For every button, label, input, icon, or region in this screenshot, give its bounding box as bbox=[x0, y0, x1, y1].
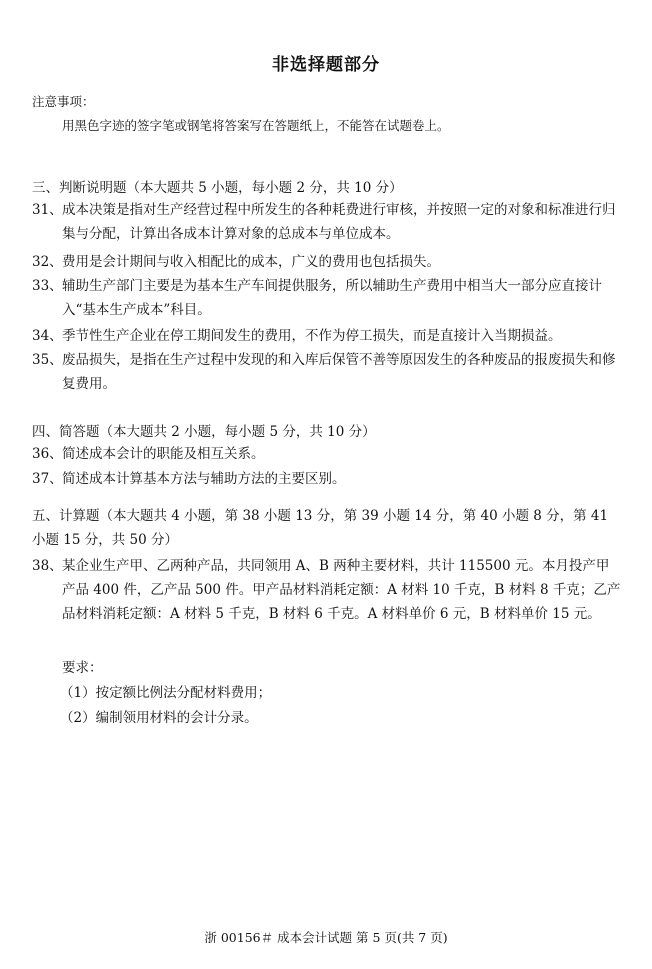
question-text: 季节性生产企业在停工期间发生的费用，不作为停工损失，而是直接计入当期损益。 bbox=[62, 328, 562, 344]
question-text: 费用是会计期间与收入相配比的成本，广义的费用也包括损失。 bbox=[62, 254, 440, 270]
question-number: 33、 bbox=[32, 278, 63, 294]
question-text: 简述成本会计的职能及相互关系。 bbox=[62, 446, 265, 462]
question-number: 34、 bbox=[32, 328, 63, 344]
question-text: 某企业生产甲、乙两种产品，共同领用 A、B 两种主要材料，共计 115500 元。本月投产甲产品 400 件，乙产品 500 件。甲产品材料消耗定额：A 材料 10 千克，B 材料 8 千克；乙产品材料消耗定额：A 材料 5 千克，B 材料 6 千克。A 材料单价 6 元，B 材料单价 15 元。 bbox=[62, 558, 621, 622]
question-text: 废品损失，是指在生产过程中发现的和入库后保管不善等原因发生的各种废品的报废损失和修复费用。 bbox=[62, 352, 616, 392]
section-5-header-text: 五、计算题（本大题共 4 小题，第 38 小题 13 分，第 39 小题 14 分，第 40 小题 8 分，第 41 小题 15 分，共 50 分） bbox=[32, 508, 609, 548]
question-number: 31、 bbox=[32, 202, 63, 218]
question-number: 38、 bbox=[32, 558, 63, 574]
section-3-header: 三、判断说明题（本大题共 5 小题，每小题 2 分，共 10 分） bbox=[32, 180, 403, 196]
requirement-1: （1）按定额比例法分配材料费用； bbox=[60, 685, 272, 701]
question-text: 辅助生产部门主要是为基本生产车间提供服务，所以辅助生产费用中相当大一部分应直接计入“基本生产成本”科目。 bbox=[62, 278, 602, 318]
question-text: 成本决策是指对生产经营过程中所发生的各种耗费进行审核，并按照一定的对象和标准进行归集与分配，计算出各成本计算对象的总成本与单位成本。 bbox=[62, 202, 616, 242]
question-number: 37、 bbox=[32, 471, 63, 487]
section-5-header bbox=[32, 504, 622, 552]
section-4-header: 四、简答题（本大题共 2 小题，每小题 5 分，共 10 分） bbox=[32, 424, 376, 440]
notice-heading: 注意事项： bbox=[32, 94, 95, 109]
page-footer: 浙 00156＃ 成本会计试题 第 5 页(共 7 页) bbox=[204, 930, 448, 945]
requirements-label: 要求： bbox=[62, 660, 103, 676]
question-number: 35、 bbox=[32, 352, 63, 368]
question-number: 32、 bbox=[32, 254, 63, 270]
page-title: 非选择题部分 bbox=[272, 55, 380, 75]
question-number: 36、 bbox=[32, 446, 63, 462]
notice-body: 用黑色字迹的签字笔或钢笔将答案写在答题纸上，不能答在试题卷上。 bbox=[62, 118, 450, 133]
requirement-2: （2）编制领用材料的会计分录。 bbox=[60, 710, 258, 726]
question-text: 简述成本计算基本方法与辅助方法的主要区别。 bbox=[62, 471, 346, 487]
